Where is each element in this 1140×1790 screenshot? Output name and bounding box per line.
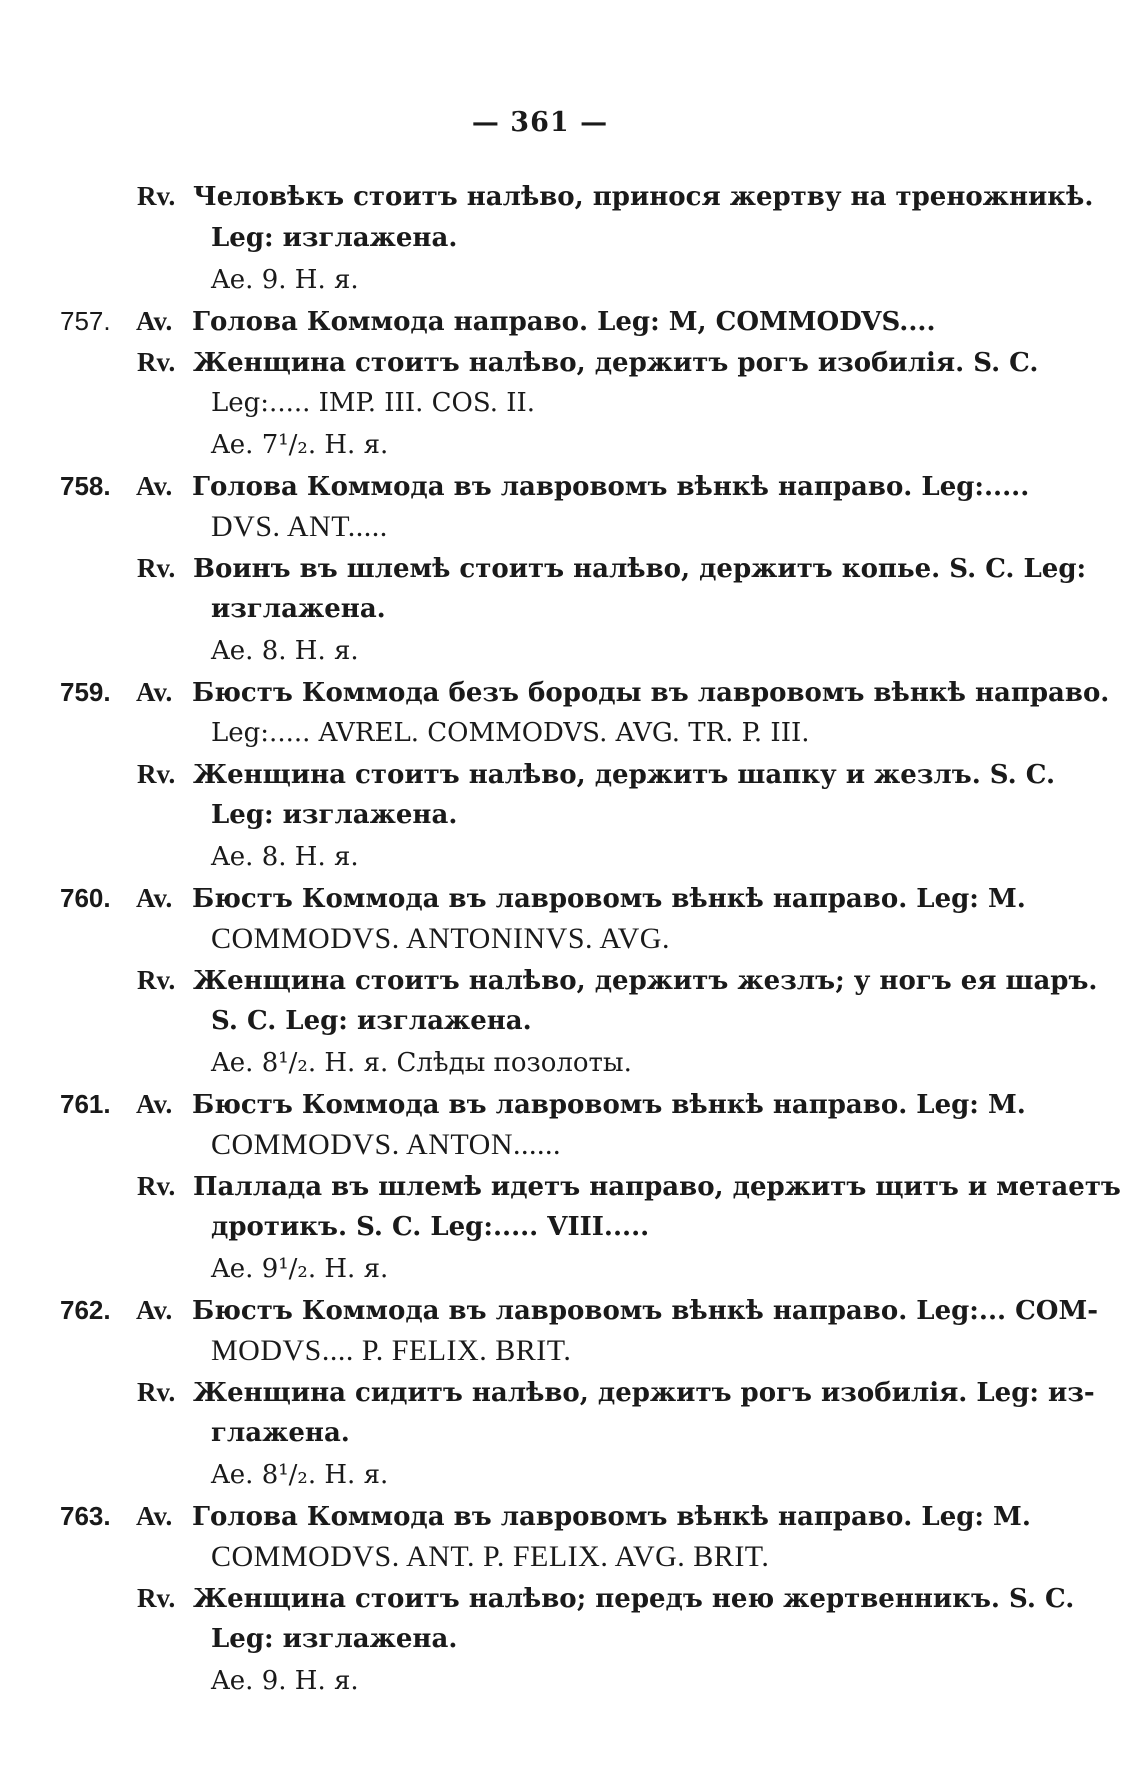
entry-758: 758. Av. Голова Коммода въ лавровомъ вѣнкѣ направо. Leg:..... [60,471,1030,502]
reverse-label: Rv. [137,181,176,211]
entry-line: изглажена. [211,594,386,624]
entry-line: COMMODVS. ANTONINVS. AVG. [211,922,670,955]
entry-line: Ae. 8¹/₂. Н. я. [211,1460,389,1490]
obverse-label: Av. [136,1501,173,1531]
entry-line: Rv. Женщина стоитъ налѣво, держитъ рогъ изобилія. S. C. [137,347,1039,378]
obverse-label: Av. [136,883,173,913]
reverse-label: Rv. [137,1377,176,1407]
entry-number: 758. [60,471,111,501]
entry-line: Ae. 7¹/₂. Н. я. [211,430,389,460]
entry-760: 760. Av. Бюстъ Коммода въ лавровомъ вѣнкѣ направо. Leg: M. [60,883,1026,914]
entry-line: Leg:..... AVREL. COMMODVS. AVG. TR. P. III. [211,718,810,748]
entry-line: S. C. Leg: изглажена. [211,1006,532,1036]
entry-line: Ae. 9. Н. я. [211,265,359,295]
entry-line: COMMODVS. ANT. P. FELIX. AVG. BRIT. [211,1540,770,1573]
entry-line: Ae. 9. Н. я. [211,1666,359,1696]
entry-number: 761. [60,1089,111,1119]
entry-line: Rv. Женщина сидитъ налѣво, держитъ рогъ изобилія. Leg: из- [137,1377,1095,1408]
entry-line: COMMODVS. ANTON...... [211,1128,561,1161]
reverse-label: Rv. [137,347,176,377]
entry-line: Rv. Человѣкъ стоитъ налѣво, принося жертву на треножникѣ. [137,181,1094,212]
entry-line: Rv. Женщина стоитъ налѣво; передъ нею жертвенникъ. S. C. [137,1583,1075,1614]
entry-number: 759. [60,677,111,707]
entry-759: 759. Av. Бюстъ Коммода безъ бороды въ лавровомъ вѣнкѣ направо. [60,677,1110,708]
entry-line: Rv. Женщина стоитъ налѣво, держитъ шапку и жезлъ. S. C. [137,759,1056,790]
entry-line: Rv. Паллада въ шлемѣ идетъ направо, держитъ щитъ и метаетъ [137,1171,1121,1202]
entry-line: Rv. Воинъ въ шлемѣ стоитъ налѣво, держитъ копье. S. C. Leg: [137,553,1087,584]
obverse-label: Av. [136,1295,173,1325]
entry-761: 761. Av. Бюстъ Коммода въ лавровомъ вѣнкѣ направо. Leg: M. [60,1089,1026,1120]
entry-line: Ae. 8¹/₂. Н. я. Слѣды позолоты. [211,1048,632,1078]
entry-line: Leg: изглажена. [211,1624,458,1654]
entry-number: 757. [60,306,111,336]
reverse-label: Rv. [137,1171,176,1201]
reverse-label: Rv. [137,965,176,995]
entry-line: Ae. 9¹/₂. Н. я. [211,1254,389,1284]
obverse-label: Av. [136,677,173,707]
entry-line: дротикъ. S. C. Leg:..... VIII..... [211,1212,650,1242]
entry-line: Ae. 8. Н. я. [211,636,359,666]
entry-line: Leg: изглажена. [211,223,458,253]
entry-line: Leg: изглажена. [211,800,458,830]
reverse-label: Rv. [137,1583,176,1613]
entry-762: 762. Av. Бюстъ Коммода въ лавровомъ вѣнкѣ направо. Leg:... COM- [60,1295,1099,1326]
entry-line: Ae. 8. Н. я. [211,842,359,872]
entry-line: Rv. Женщина стоитъ налѣво, держитъ жезлъ; у ногъ ея шаръ. [137,965,1098,996]
entry-line: глажена. [211,1418,350,1448]
entry-line: DVS. ANT..... [211,510,388,543]
entry-763: 763. Av. Голова Коммода въ лавровомъ вѣнкѣ направо. Leg: M. [60,1501,1031,1532]
entry-757: 757. Av. Голова Коммода направо. Leg: M, COMMODVS.... [60,306,936,337]
obverse-label: Av. [136,1089,173,1119]
obverse-label: Av. [136,306,173,336]
page-number: — 361 — [471,107,609,138]
entry-number: 760. [60,883,111,913]
entry-number: 762. [60,1295,111,1325]
entry-number: 763. [60,1501,111,1531]
reverse-label: Rv. [137,553,176,583]
obverse-label: Av. [136,471,173,501]
entry-line: MODVS.... P. FELIX. BRIT. [211,1334,572,1367]
entry-line: Leg:..... IMP. III. COS. II. [211,388,536,418]
reverse-label: Rv. [137,759,176,789]
